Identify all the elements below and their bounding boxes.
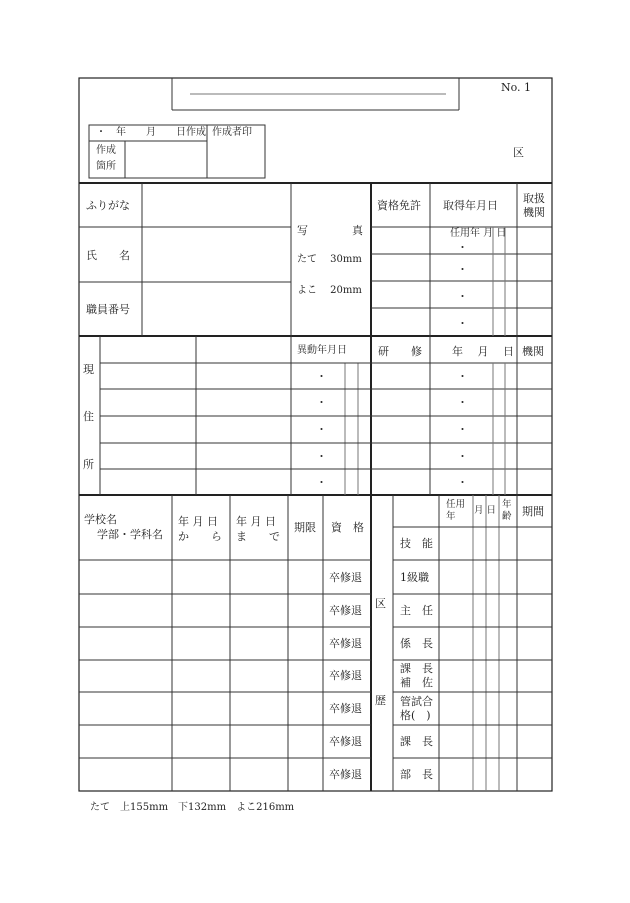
appoint-month-day-header: 月 日 <box>474 505 497 516</box>
period-header: 期限 <box>294 521 316 534</box>
furigana-label: ふりがな <box>86 199 130 212</box>
creation-place-label: 作成 <box>96 145 116 156</box>
to-date-header: 年 月 日 <box>236 515 276 528</box>
from-header: か ら <box>178 530 222 543</box>
footer-dimensions: たて 上155mm 下132mm よこ216mm <box>90 802 295 813</box>
photo-width-label: よこ 20mm <box>297 285 362 296</box>
position-section-manager: 課 長 <box>400 735 433 748</box>
training-date-dot: ・ <box>457 370 468 383</box>
license-org-header-2: 機関 <box>523 206 545 219</box>
appointed-date-label: 任用年 月 日 <box>450 228 507 239</box>
career-label-reki: 歴 <box>375 694 386 707</box>
date-dot: ・ <box>457 263 468 276</box>
qualification-header: 資 格 <box>331 521 364 534</box>
date-dot: ・ <box>457 241 468 254</box>
appoint-year-header: 年 <box>446 511 456 522</box>
staff-number-label: 職員番号 <box>86 303 130 316</box>
career-label-ku: 区 <box>375 597 386 610</box>
move-date-header: 異動年月日 <box>297 345 347 356</box>
move-date-dot: ・ <box>316 423 327 436</box>
training-header: 研 修 <box>378 345 422 358</box>
age-header-2: 齢 <box>502 511 512 522</box>
to-header: ま で <box>236 530 280 543</box>
page-number: No. 1 <box>501 81 532 94</box>
creation-place-label-2: 箇所 <box>96 161 116 172</box>
position-chief: 主 任 <box>400 604 433 617</box>
photo-label: 写 真 <box>297 224 363 237</box>
graduation-status: 卒修退 <box>329 702 362 715</box>
position-exam-pass-2: 格( ) <box>400 709 431 722</box>
training-date-dot: ・ <box>457 423 468 436</box>
training-date-dot: ・ <box>457 476 468 489</box>
address-label-ju: 住 <box>83 410 94 423</box>
graduation-status: 卒修退 <box>329 571 362 584</box>
position-assistant-manager-2: 補 佐 <box>400 676 433 689</box>
license-header: 資格免許 <box>377 199 421 212</box>
position-skilled: 技 能 <box>400 537 433 550</box>
position-exam-pass: 管試合 <box>400 695 433 708</box>
position-grade1: 1級職 <box>400 571 429 584</box>
graduation-status: 卒修退 <box>329 604 362 617</box>
training-date-dot: ・ <box>457 450 468 463</box>
creation-date-label: ・ 年 月 日作成 <box>96 127 206 138</box>
training-date-dot: ・ <box>457 396 468 409</box>
photo-height-label: たて 30mm <box>297 254 362 265</box>
move-date-dot: ・ <box>316 450 327 463</box>
move-date-dot: ・ <box>316 396 327 409</box>
date-dot: ・ <box>457 290 468 303</box>
address-label-gen: 現 <box>83 363 94 376</box>
school-name-header: 学校名 <box>84 513 117 526</box>
date-dot: ・ <box>457 317 468 330</box>
address-label-sho: 所 <box>83 458 94 471</box>
graduation-status: 卒修退 <box>329 768 362 781</box>
graduation-status: 卒修退 <box>329 735 362 748</box>
age-header: 年 <box>502 499 512 510</box>
training-org-header: 機関 <box>522 345 544 358</box>
position-assistant-manager: 課 長 <box>400 662 433 675</box>
move-date-dot: ・ <box>316 476 327 489</box>
position-subsection-chief: 係 長 <box>400 637 433 650</box>
from-date-header: 年 月 日 <box>178 515 218 528</box>
license-date-header: 取得年月日 <box>443 199 498 212</box>
appoint-header: 任用 <box>446 499 466 510</box>
move-date-dot: ・ <box>316 370 327 383</box>
name-label: 氏 名 <box>86 249 130 262</box>
ward-label: 区 <box>513 146 524 159</box>
training-date-header: 年 月 日 <box>452 345 514 358</box>
author-seal-label: 作成者印 <box>212 127 252 138</box>
career-period-header: 期間 <box>522 505 544 518</box>
license-org-header: 取扱 <box>523 192 545 205</box>
graduation-status: 卒修退 <box>329 669 362 682</box>
position-department-manager: 部 長 <box>400 768 433 781</box>
department-header: 学部・学科名 <box>97 528 163 541</box>
graduation-status: 卒修退 <box>329 637 362 650</box>
